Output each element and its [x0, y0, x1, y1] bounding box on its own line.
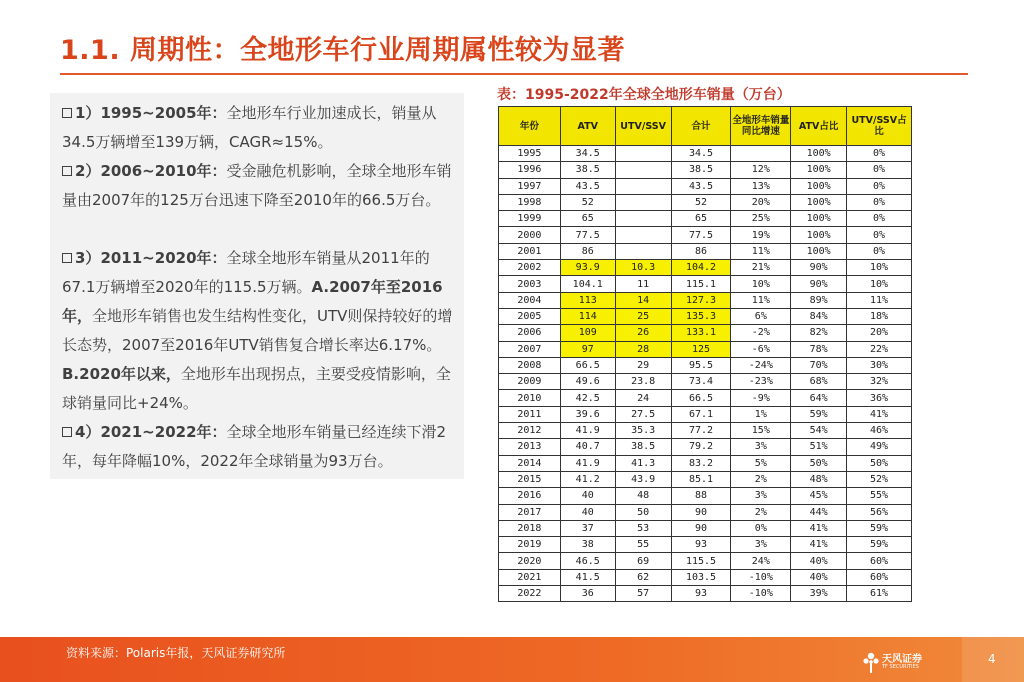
table-cell — [615, 227, 671, 243]
page-title: 1.1. 周期性：全地形车行业周期属性较为显著 — [60, 35, 625, 66]
table-cell: 27.5 — [615, 406, 671, 422]
table-cell: 1% — [731, 406, 791, 422]
table-cell: 1996 — [499, 162, 561, 178]
table-cell: 55 — [615, 537, 671, 553]
table-cell: 73.4 — [671, 374, 731, 390]
table-cell: 35.3 — [615, 423, 671, 439]
table-cell: 39% — [791, 586, 847, 602]
table-cell: 2002 — [499, 260, 561, 276]
table-cell: 62 — [615, 569, 671, 585]
table-cell: 115.5 — [671, 553, 731, 569]
page-number: 4 — [988, 652, 996, 666]
table-cell: 85.1 — [671, 471, 731, 487]
source-note: 资料来源：Polaris年报，天风证券研究所 — [66, 646, 286, 660]
table-cell: 66.5 — [671, 390, 731, 406]
table-cell: 34.5 — [560, 146, 615, 162]
checkbox-icon — [62, 253, 72, 263]
table-row — [499, 325, 912, 341]
table-cell: 11% — [731, 292, 791, 308]
table-cell: 32% — [847, 374, 912, 390]
table-cell — [615, 146, 671, 162]
table-cell: 15% — [731, 423, 791, 439]
table-cell: 77.5 — [671, 227, 731, 243]
table-cell: 2013 — [499, 439, 561, 455]
logo-sub: TF SECURITIES — [882, 664, 919, 670]
table-cell: 100% — [791, 178, 847, 194]
table-cell: 59% — [847, 520, 912, 536]
table-cell: 90% — [791, 260, 847, 276]
table-cell: 97 — [560, 341, 615, 357]
table-cell — [615, 194, 671, 210]
table-cell — [731, 146, 791, 162]
table-cell: 20% — [847, 325, 912, 341]
table-row — [499, 423, 912, 439]
table-cell — [615, 162, 671, 178]
table-cell: 26 — [615, 325, 671, 341]
checkbox-icon — [62, 166, 72, 176]
table-row — [499, 162, 912, 178]
table-cell: 67.1 — [671, 406, 731, 422]
table-cell: 11% — [847, 292, 912, 308]
table-cell: -10% — [731, 586, 791, 602]
point-4: 4）2021~2022年：全球全地形车销量已经连续下滑2年，每年降幅10%，2022年全球销量为93万台。 — [62, 423, 447, 470]
table-cell: 41.3 — [615, 455, 671, 471]
table-cell: 38.5 — [560, 162, 615, 178]
table-cell: 66.5 — [560, 357, 615, 373]
table-cell: 14 — [615, 292, 671, 308]
table-cell: 2008 — [499, 357, 561, 373]
table-cell: 41.5 — [560, 569, 615, 585]
table-cell: -10% — [731, 569, 791, 585]
table-cell: 3% — [731, 488, 791, 504]
table-cell: 64% — [791, 390, 847, 406]
table-cell: 41.9 — [560, 423, 615, 439]
logo-name: 天风证券 — [882, 654, 922, 665]
table-cell: 115.1 — [671, 276, 731, 292]
summary-box — [50, 93, 464, 479]
table-cell: 34.5 — [671, 146, 731, 162]
table-cell: 125 — [671, 341, 731, 357]
table-header-row — [499, 107, 912, 146]
table-cell: 90 — [671, 520, 731, 536]
table-cell: -6% — [731, 341, 791, 357]
table-cell: 65 — [560, 211, 615, 227]
table-cell: 82% — [791, 325, 847, 341]
table-cell: 2011 — [499, 406, 561, 422]
table-row — [499, 455, 912, 471]
table-row — [499, 292, 912, 308]
table-cell: 10% — [731, 276, 791, 292]
table-cell: 46.5 — [560, 553, 615, 569]
table-cell: 36% — [847, 390, 912, 406]
header-year: 年份 — [499, 107, 561, 146]
table-cell: 24% — [731, 553, 791, 569]
table-cell: 49.6 — [560, 374, 615, 390]
header-growth: 全地形车销量同比增速 — [731, 107, 791, 146]
checkbox-icon — [62, 108, 72, 118]
table-cell: 52% — [847, 471, 912, 487]
table-cell: 69 — [615, 553, 671, 569]
table-row — [499, 341, 912, 357]
table-cell: 127.3 — [671, 292, 731, 308]
table-cell: 49% — [847, 439, 912, 455]
table-row — [499, 537, 912, 553]
table-cell: 41% — [847, 406, 912, 422]
table-cell: 46% — [847, 423, 912, 439]
table-cell: -24% — [731, 357, 791, 373]
table-caption: 表：1995-2022年全球全地形车销量（万台） — [497, 87, 791, 103]
table-cell: 100% — [791, 211, 847, 227]
table-cell: 2018 — [499, 520, 561, 536]
table-cell: 135.3 — [671, 308, 731, 324]
table-cell — [615, 211, 671, 227]
table-cell: 109 — [560, 325, 615, 341]
table-cell: -2% — [731, 325, 791, 341]
table-cell: 40 — [560, 488, 615, 504]
table-cell: 38.5 — [671, 162, 731, 178]
table-cell: 12% — [731, 162, 791, 178]
table-cell: 13% — [731, 178, 791, 194]
table-row — [499, 374, 912, 390]
table-row — [499, 390, 912, 406]
table-cell: 50 — [615, 504, 671, 520]
table-cell: 28 — [615, 341, 671, 357]
table-cell: 50% — [791, 455, 847, 471]
table-cell: 53 — [615, 520, 671, 536]
sales-table — [498, 106, 912, 602]
table-cell: 59% — [791, 406, 847, 422]
table-cell: 2% — [731, 504, 791, 520]
table-cell: 90% — [791, 276, 847, 292]
table-cell: 90 — [671, 504, 731, 520]
table-cell: 104.2 — [671, 260, 731, 276]
header-atv: ATV — [560, 107, 615, 146]
table-cell: 100% — [791, 243, 847, 259]
table-cell: 2017 — [499, 504, 561, 520]
table-cell: 104.1 — [560, 276, 615, 292]
table-cell: 29 — [615, 357, 671, 373]
table-cell: 38.5 — [615, 439, 671, 455]
table-cell: 2003 — [499, 276, 561, 292]
table-cell: 83.2 — [671, 455, 731, 471]
table-cell: 2004 — [499, 292, 561, 308]
table-row — [499, 553, 912, 569]
table-cell: 20% — [731, 194, 791, 210]
table-cell: 30% — [847, 357, 912, 373]
header-utv: UTV/SSV — [615, 107, 671, 146]
table-cell: 41.2 — [560, 471, 615, 487]
table-cell: 52 — [560, 194, 615, 210]
table-cell: 45% — [791, 488, 847, 504]
table-cell: 24 — [615, 390, 671, 406]
table-row — [499, 227, 912, 243]
table-cell: 0% — [847, 146, 912, 162]
table-cell: 40.7 — [560, 439, 615, 455]
table-cell: 43.5 — [560, 178, 615, 194]
table-row — [499, 260, 912, 276]
table-cell: 133.1 — [671, 325, 731, 341]
header-atv-share: ATV占比 — [791, 107, 847, 146]
table-cell: 54% — [791, 423, 847, 439]
table-cell: 61% — [847, 586, 912, 602]
table-cell: 60% — [847, 569, 912, 585]
table-cell: 52 — [671, 194, 731, 210]
table-cell: 2012 — [499, 423, 561, 439]
table-cell: 2001 — [499, 243, 561, 259]
table-cell: 60% — [847, 553, 912, 569]
table-cell: 2022 — [499, 586, 561, 602]
table-cell: 25 — [615, 308, 671, 324]
table-cell: 3% — [731, 439, 791, 455]
table-cell: 95.5 — [671, 357, 731, 373]
table-cell: 2016 — [499, 488, 561, 504]
table-cell — [615, 243, 671, 259]
company-logo — [862, 648, 942, 676]
table-cell: 2014 — [499, 455, 561, 471]
table-cell: 43.5 — [671, 178, 731, 194]
table-cell: 56% — [847, 504, 912, 520]
table-row — [499, 146, 912, 162]
table-cell: 25% — [731, 211, 791, 227]
table-row — [499, 586, 912, 602]
table-cell: 59% — [847, 537, 912, 553]
table-cell: 78% — [791, 341, 847, 357]
table-cell: 40% — [791, 569, 847, 585]
table-row — [499, 357, 912, 373]
table-cell: 39.6 — [560, 406, 615, 422]
table-cell: 10% — [847, 260, 912, 276]
table-cell: 65 — [671, 211, 731, 227]
table-cell: 40% — [791, 553, 847, 569]
table-cell: 3% — [731, 537, 791, 553]
table-row — [499, 194, 912, 210]
point-1: 1）1995~2005年：全地形车行业加速成长，销量从34.5万辆增至139万辆，CAGR≈15%。 — [62, 104, 437, 151]
table-cell: 2% — [731, 471, 791, 487]
title-divider — [60, 73, 968, 75]
table-row — [499, 276, 912, 292]
table-cell: 84% — [791, 308, 847, 324]
table-cell: 77.2 — [671, 423, 731, 439]
table-cell: 48 — [615, 488, 671, 504]
flower-logo-icon — [862, 650, 880, 674]
table-cell: 77.5 — [560, 227, 615, 243]
table-cell: 1998 — [499, 194, 561, 210]
header-utv-share: UTV/SSV占比 — [847, 107, 912, 146]
table-cell: 0% — [847, 243, 912, 259]
table-cell: 70% — [791, 357, 847, 373]
table-cell: 10.3 — [615, 260, 671, 276]
table-cell: 6% — [731, 308, 791, 324]
table-cell: 11% — [731, 243, 791, 259]
table-cell: 0% — [847, 227, 912, 243]
table-cell: 0% — [847, 194, 912, 210]
table-cell: 2006 — [499, 325, 561, 341]
table-cell: 2000 — [499, 227, 561, 243]
table-cell: 36 — [560, 586, 615, 602]
table-cell: 38 — [560, 537, 615, 553]
table-cell: 51% — [791, 439, 847, 455]
table-row — [499, 488, 912, 504]
table-cell: 100% — [791, 227, 847, 243]
table-cell: 19% — [731, 227, 791, 243]
table-cell: 44% — [791, 504, 847, 520]
table-cell — [615, 178, 671, 194]
table-cell: 2007 — [499, 341, 561, 357]
table-cell: 23.8 — [615, 374, 671, 390]
table-cell: 48% — [791, 471, 847, 487]
table-cell: 79.2 — [671, 439, 731, 455]
table-cell: -23% — [731, 374, 791, 390]
table-cell: 1999 — [499, 211, 561, 227]
table-cell: 0% — [731, 520, 791, 536]
table-cell: 41% — [791, 520, 847, 536]
table-row — [499, 439, 912, 455]
table-cell: 100% — [791, 146, 847, 162]
table-cell: 86 — [671, 243, 731, 259]
table-row — [499, 471, 912, 487]
table-cell: 50% — [847, 455, 912, 471]
table-row — [499, 569, 912, 585]
table-cell: 1995 — [499, 146, 561, 162]
table-cell: 10% — [847, 276, 912, 292]
table-cell: 2021 — [499, 569, 561, 585]
table-cell: 11 — [615, 276, 671, 292]
point-2: 2）2006~2010年：受金融危机影响，全球全地形车销量由2007年的125万台迅速下降至2010年的66.5万台。 — [62, 162, 452, 209]
table-cell: 18% — [847, 308, 912, 324]
table-cell: 2019 — [499, 537, 561, 553]
table-cell: 40 — [560, 504, 615, 520]
header-total: 合计 — [671, 107, 731, 146]
table-cell: 2010 — [499, 390, 561, 406]
table-cell: 0% — [847, 211, 912, 227]
table-cell: 100% — [791, 162, 847, 178]
table-row — [499, 211, 912, 227]
checkbox-icon — [62, 427, 72, 437]
table-cell: 0% — [847, 162, 912, 178]
table-cell: 93 — [671, 586, 731, 602]
table-cell: 42.5 — [560, 390, 615, 406]
table-row — [499, 308, 912, 324]
table-cell: 89% — [791, 292, 847, 308]
table-row — [499, 406, 912, 422]
table-cell: 41% — [791, 537, 847, 553]
table-cell: 57 — [615, 586, 671, 602]
table-cell: -9% — [731, 390, 791, 406]
table-row — [499, 178, 912, 194]
point-3: 3）2011~2020年：全球全地形车销量从2011年的67.1万辆增至2020年的115.5万辆。A.2007年至2016年，全地形车销售也发生结构性变化，UTV则保持较好的增长态势，2007至2016年UTV销售复合增长率达6.17%。B.2020年以来，全地形车出现拐点，主要受疫情影响，全球销量同比+24%。 — [62, 249, 453, 412]
table-cell: 100% — [791, 194, 847, 210]
table-cell: 55% — [847, 488, 912, 504]
table-cell: 88 — [671, 488, 731, 504]
table-row — [499, 520, 912, 536]
table-cell: 5% — [731, 455, 791, 471]
table-cell: 2009 — [499, 374, 561, 390]
table-cell: 2005 — [499, 308, 561, 324]
table-cell: 22% — [847, 341, 912, 357]
table-cell: 2015 — [499, 471, 561, 487]
table-cell: 2020 — [499, 553, 561, 569]
table-cell: 93 — [671, 537, 731, 553]
table-cell: 43.9 — [615, 471, 671, 487]
table-cell: 68% — [791, 374, 847, 390]
table-cell: 114 — [560, 308, 615, 324]
table-cell: 113 — [560, 292, 615, 308]
table-cell: 41.9 — [560, 455, 615, 471]
table-cell: 103.5 — [671, 569, 731, 585]
table-row — [499, 504, 912, 520]
table-row — [499, 243, 912, 259]
table-cell: 37 — [560, 520, 615, 536]
table-cell: 1997 — [499, 178, 561, 194]
table-cell: 0% — [847, 178, 912, 194]
table-cell: 21% — [731, 260, 791, 276]
table-cell: 93.9 — [560, 260, 615, 276]
table-cell: 86 — [560, 243, 615, 259]
